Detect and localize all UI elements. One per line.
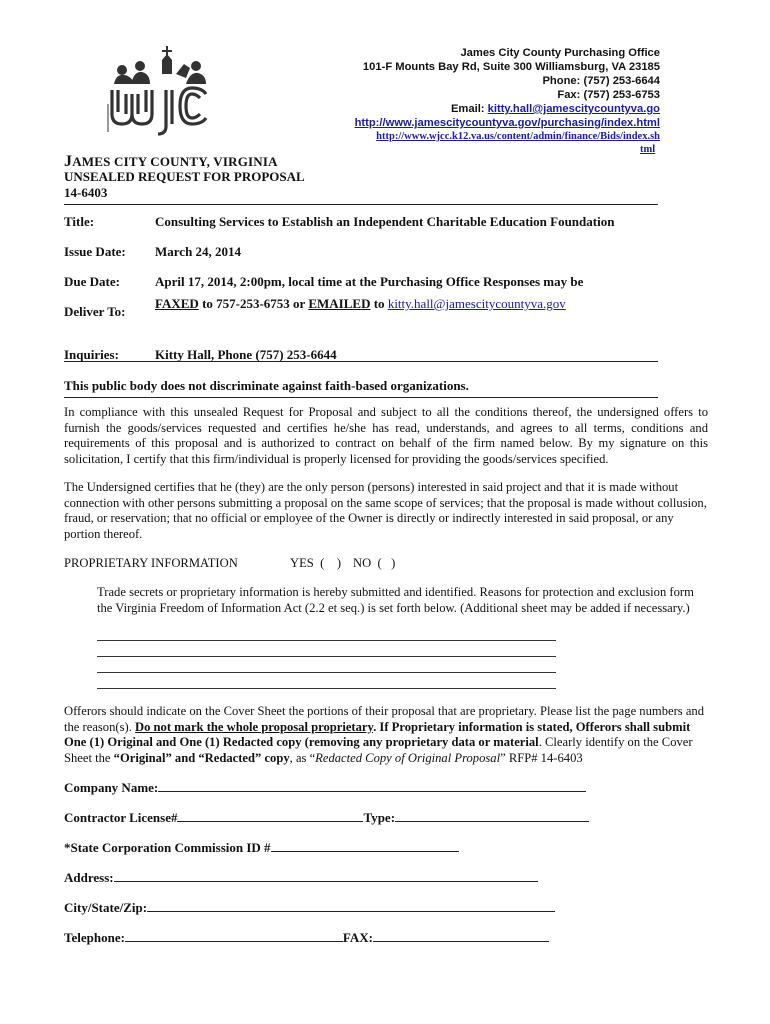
telephone-input[interactable] — [125, 929, 343, 942]
county-initial: J — [64, 153, 73, 170]
offerors-text-6: “Original” and “Redacted” copy — [113, 750, 290, 765]
divider-inquiries — [64, 361, 658, 362]
issue-date-label: Issue Date: — [64, 244, 126, 259]
offerors-text-7: , as “ — [289, 750, 316, 765]
office-name: James City County Purchasing Office — [460, 47, 660, 59]
certification-paragraph: The Undersigned certifies that he (they) are the only person (persons) interested in said project and that it is made without connection with other persons submitting a proposal on the same scope of services; that the proposal is made without collusion, fraud, or reservation; that no official or employee of the Owner is directly or indirectly interested in said proposal, or any portion thereof. — [64, 480, 707, 541]
contractor-license-input[interactable] — [177, 809, 363, 822]
offerors-text-2: Do not mark the whole proposal proprietary — [135, 719, 374, 734]
purchasing-url-link[interactable]: http://www.jamescitycountyva.gov/purchasing/index.html — [354, 117, 660, 129]
proprietary-yes-option[interactable]: YES ( ) — [290, 556, 342, 570]
county-rest: AMES CITY COUNTY, VIRGINIA — [72, 154, 278, 169]
deliver-to-value — [155, 296, 566, 312]
offerors-text-8: Redacted Copy of Original Proposal — [315, 750, 501, 765]
city-state-zip-input[interactable] — [147, 899, 555, 912]
office-address: 101-F Mounts Bay Rd, Suite 300 Williamsburg, VA 23185 — [362, 61, 660, 73]
wjcc-bids-url-tail[interactable]: tml — [640, 144, 656, 155]
wjc-logo — [106, 44, 214, 136]
nondiscrimination-statement: This public body does not discriminate against faith-based organizations. — [64, 378, 469, 393]
contractor-license-label: Contractor License# — [64, 810, 178, 825]
email-label: Email: — [450, 103, 488, 115]
city-state-zip-field — [64, 899, 555, 916]
proprietary-blank-line-4[interactable] — [97, 688, 556, 689]
compliance-paragraph: In compliance with this unsealed Request for Proposal and subject to all the conditions thereof, the undersigned offers to furnish the goods/services requested and certifies he/she has read, understands, and agrees to all terms, conditions and requirements of this proposal and is authorized to contract on behalf of the firm named below. By my signature on this solicitation, I certify that this firm/individual is properly licensed for providing the goods/services specified. — [64, 405, 708, 466]
due-date-label: Due Date: — [64, 274, 120, 289]
wjcc-bids-url-link[interactable]: http://www.wjcc.k12.va.us/content/admin/finance/Bids/index.sh — [376, 131, 660, 142]
issue-date-value: March 24, 2014 — [155, 244, 242, 259]
office-phone: Phone: (757) 253-6644 — [542, 75, 660, 87]
telephone-label: Telephone: — [64, 930, 125, 945]
type-label: Type: — [363, 810, 396, 825]
offerors-paragraph — [64, 704, 708, 766]
deliver-to-word: to — [370, 296, 388, 311]
office-fax: Fax: (757) 253-6753 — [557, 89, 660, 101]
offerors-text-1: Offerors should indicate on the Cover Sheet the portions of their proposal that are proprietary. Please list the page numbers and the reason(s). — [64, 704, 705, 734]
email-link[interactable]: kitty.hall@jamescitycountyva.go — [487, 103, 660, 115]
title-label: Title: — [64, 214, 95, 229]
proprietary-blank-line-3[interactable] — [97, 672, 556, 673]
deliver-mid: to 757-253-6753 or — [198, 296, 309, 311]
city-state-zip-label: City/State/Zip: — [64, 900, 148, 915]
offerors-text-5: . Clearly identify on the Cover Sheet the — [64, 735, 693, 765]
divider-nondiscrimination — [64, 397, 658, 398]
scc-id-field — [64, 839, 459, 856]
offerors-text-3: . If Proprietary information is stated, Offerors shall submit One (1) Original and One (1) Redacted copy ( — [64, 719, 691, 749]
divider-top — [64, 204, 658, 205]
deliver-to-label: Deliver To: — [64, 304, 126, 319]
rfp-number: 14-6403 — [64, 185, 108, 200]
scc-id-label: *State Corporation Commission ID # — [64, 840, 271, 855]
fax-input[interactable] — [373, 929, 549, 942]
figures-silhouette-icon — [114, 61, 206, 84]
rfp-type: UNSEALED REQUEST FOR PROPOSAL — [64, 169, 305, 184]
church-steeple-icon — [162, 46, 172, 74]
proprietary-blank-line-2[interactable] — [97, 656, 556, 657]
scc-id-input[interactable] — [271, 839, 459, 852]
proprietary-blank-line-1[interactable] — [97, 640, 556, 641]
address-label: Address: — [64, 870, 114, 885]
header-contact-block — [355, 46, 660, 144]
proprietary-label: PROPRIETARY INFORMATION — [64, 556, 238, 570]
office-email-line — [355, 102, 660, 116]
deliver-email-link[interactable]: kitty.hall@jamescitycountyva.gov — [387, 296, 566, 311]
inquiries-value: Kitty Hall, Phone (757) 253-6644 — [155, 347, 337, 362]
company-name-field — [64, 779, 586, 796]
address-field — [64, 869, 538, 886]
inquiries-label: Inquiries: — [64, 347, 119, 362]
emailed-text: EMAILED — [308, 296, 371, 311]
offerors-text-4: removing any proprietary data or material — [308, 735, 539, 749]
wjc-letters-icon — [112, 88, 206, 134]
address-input[interactable] — [114, 869, 538, 882]
offerors-text-9: ” RFP# 14-6403 — [500, 750, 583, 765]
trade-secrets-paragraph: Trade secrets or proprietary information is hereby submitted and identified. Reasons for protection and exclusion form the Virginia Freedom of Information Act (2.2 et seq.) is set forth below. (Additional sheet may be added if necessary.) — [97, 585, 694, 615]
telephone-fax-field — [64, 929, 549, 946]
faxed-text: FAXED — [155, 296, 199, 311]
company-name-input[interactable] — [158, 779, 586, 792]
due-date-value: April 17, 2014, 2:00pm, local time at the Purchasing Office Responses may be — [155, 274, 584, 289]
fax-label: FAX: — [342, 930, 374, 945]
type-input[interactable] — [395, 809, 589, 822]
company-name-label: Company Name: — [64, 780, 159, 795]
title-value: Consulting Services to Establish an Independent Charitable Education Foundation — [155, 214, 615, 229]
contractor-license-field — [64, 809, 589, 826]
proprietary-no-option[interactable]: NO ( ) — [353, 556, 396, 570]
